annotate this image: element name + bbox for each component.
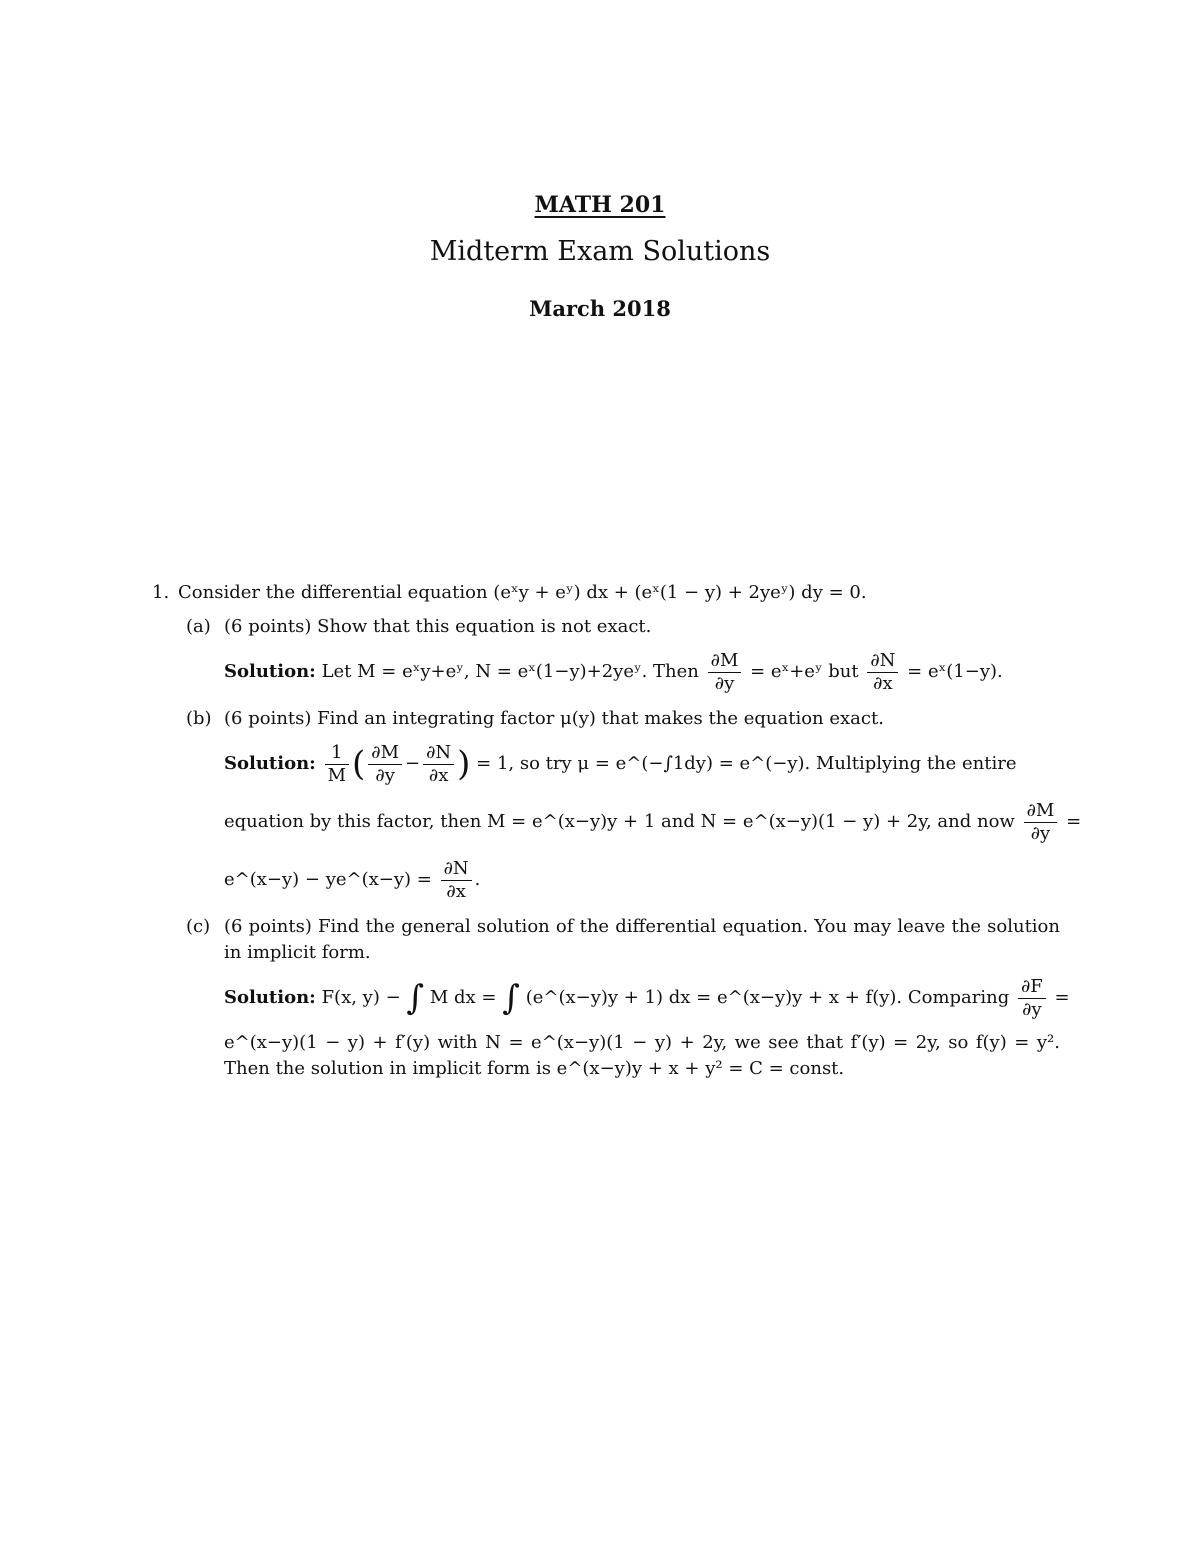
right-paren: ) [457, 744, 471, 784]
sol-a-text-2: = eˣ+eʸ but [750, 661, 859, 682]
sol-c-text-2: M dx = [429, 987, 497, 1008]
frac-num: ∂N [867, 650, 898, 673]
sol-b-text-2: equation by this factor, then M = e^(x−y)y + 1 and N = e^(x−y)(1 − y) + 2y, and now [224, 811, 1015, 832]
course-code [0, 192, 1200, 218]
frac-den: ∂x [873, 672, 893, 694]
exam-date: March 2018 [529, 296, 671, 321]
period: . [474, 869, 481, 890]
solution-label: Solution: [224, 661, 316, 682]
integral-sign: ∫ [406, 978, 425, 1018]
part-b-solution-line-3 [152, 854, 1060, 906]
part-b-solution-line-1 [152, 738, 1060, 790]
part-a-label: (a) [186, 616, 211, 637]
frac-num: ∂F [1018, 976, 1046, 999]
sol-c-text-3: (e^(x−y)y + 1) dx = e^(x−y)y + x + f(y). Comparing [525, 987, 1010, 1008]
part-a-text: (6 points) Show that this equation is not exact. [224, 616, 652, 637]
frac-den: ∂x [446, 880, 466, 902]
part-c-label: (c) [186, 916, 211, 937]
part-c-solution-line-1 [152, 972, 1070, 1024]
part-b-text: (6 points) Find an integrating factor μ(y) that makes the equation exact. [224, 708, 884, 729]
frac-den: ∂y [714, 672, 735, 694]
fraction-dM-dy [708, 650, 742, 695]
frac-den: ∂x [428, 764, 449, 786]
solution-label: Solution: [224, 753, 316, 774]
sol-c-text-1: F(x, y) − [321, 987, 401, 1008]
frac-num: ∂N [441, 858, 472, 881]
sol-b-text-1: = 1, so try μ = e^(−∫1dy) = e^(−y). Multiplying the entire [476, 753, 1017, 774]
part-a-solution [152, 646, 1060, 698]
frac-den: ∂y [1022, 998, 1042, 1020]
problem-number: 1. [152, 582, 170, 603]
left-paren: ( [352, 744, 366, 784]
fraction-dM-dy-2 [1024, 800, 1058, 845]
part-c [152, 914, 1060, 966]
course-code-text: MATH 201 [534, 192, 666, 218]
frac-num: ∂N [423, 742, 454, 765]
part-a [152, 614, 1060, 640]
frac-num: ∂M [708, 650, 742, 673]
fraction-dN-dx-2 [441, 858, 472, 903]
exam-title: Midterm Exam Solutions [429, 236, 771, 267]
integral-sign: ∫ [502, 978, 520, 1018]
fraction-1-M [325, 742, 349, 787]
sol-a-text-1: Let M = eˣy+eʸ, N = eˣ(1−y)+2yeʸ. Then [321, 661, 699, 682]
frac-num: 1 [325, 742, 349, 765]
sol-c-text-4: e^(x−y)(1 − y) + f′(y) with N = e^(x−y)(1 − y) + 2y, we see that f′(y) = 2y, so f(y) = y². Then the solution in implicit form is e^(x−y)y + x + y² = C = const. [224, 1032, 1060, 1079]
part-b [152, 706, 1060, 732]
sol-a-text-3: = eˣ(1−y). [907, 661, 1003, 682]
sol-b-text-3: e^(x−y) − ye^(x−y) = [224, 869, 432, 890]
frac-den: ∂y [375, 764, 395, 786]
frac-den: M [327, 764, 346, 786]
problem-1 [152, 580, 1082, 1082]
part-b-solution-line-2 [152, 796, 1082, 848]
part-c-solution-line-2 [152, 1030, 1060, 1082]
frac-num: ∂M [1024, 800, 1058, 823]
part-b-label: (b) [186, 708, 212, 729]
equals-sign: = [1054, 987, 1070, 1008]
problem-statement [152, 580, 1060, 606]
fraction-dM-dy [368, 742, 402, 787]
solution-label: Solution: [224, 987, 316, 1008]
fraction-dN-dx [867, 650, 898, 695]
part-c-text: (6 points) Find the general solution of the differential equation. You may leave the solution in implicit form. [224, 916, 1060, 963]
equals-sign: = [1066, 811, 1082, 832]
frac-den: ∂y [1030, 822, 1051, 844]
problem-text: Consider the differential equation (eˣy + eʸ) dx + (eˣ(1 − y) + 2yeʸ) dy = 0. [178, 582, 867, 603]
fraction-dF-dy [1018, 976, 1046, 1021]
frac-num: ∂M [368, 742, 402, 765]
fraction-dN-dx [423, 742, 454, 787]
minus-sign: − [405, 753, 421, 774]
